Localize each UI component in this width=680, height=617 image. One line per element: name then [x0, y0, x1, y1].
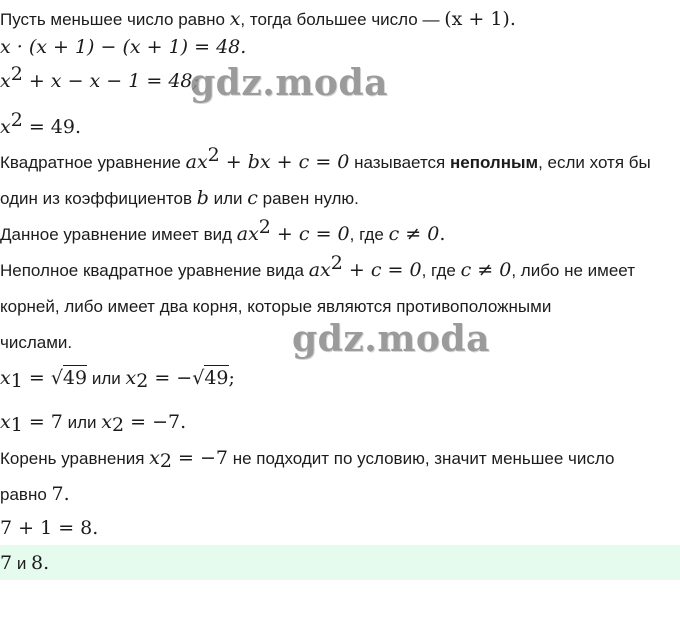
text-line: [0, 252, 635, 282]
exponent: 2: [207, 144, 220, 166]
statement-text: числами.: [0, 333, 73, 352]
statement-text: или: [87, 369, 126, 388]
answer-value: 7: [0, 552, 13, 574]
text-line: [0, 187, 359, 210]
equation: = −7.: [124, 411, 187, 433]
statement-text: , либо не имеет: [511, 261, 635, 280]
punct: .: [509, 8, 516, 30]
statement-text: , тогда большее число —: [240, 10, 445, 29]
equation-line: [0, 36, 246, 59]
statement-text: или: [62, 413, 102, 432]
math-var: x: [0, 367, 11, 389]
math-var: ax: [308, 259, 331, 281]
statement-text: и: [12, 554, 32, 573]
statement-line: [0, 8, 516, 31]
equation: x · (x + 1) − (x + 1) = 48.: [0, 36, 247, 58]
text-line: [0, 332, 72, 354]
equation: = 49.: [22, 116, 82, 138]
condition: c ≠ 0: [388, 223, 440, 245]
subscript: 2: [159, 450, 172, 472]
math-number: 7.: [51, 483, 70, 505]
subscript: 2: [111, 414, 125, 436]
exponent: 2: [258, 216, 271, 238]
sqrt-icon: √: [50, 367, 63, 389]
statement-text: Данное уравнение имеет вид: [0, 225, 237, 244]
statement-text: Корень уравнения: [0, 449, 150, 468]
subscript: 1: [10, 414, 23, 436]
text-line: [0, 144, 651, 174]
statement-text: называется: [349, 153, 450, 172]
math-var: ax: [236, 223, 259, 245]
statement-text: равно: [0, 485, 52, 504]
statement-text: , где: [349, 225, 389, 244]
equation-line: [0, 63, 199, 93]
equation: + x − x − 1 = 48;: [22, 70, 199, 92]
equation: =: [22, 367, 51, 389]
math-var: x: [0, 70, 11, 92]
equation: + c = 0: [270, 223, 350, 245]
text-line: [0, 216, 446, 246]
statement-text: один из коэффициентов: [0, 189, 197, 208]
statement-text: Квадратное уравнение: [0, 153, 186, 172]
equation: = −: [148, 367, 193, 389]
equation-line: [0, 367, 235, 390]
statement-text: корней, либо имеет два корня, которые являются противоположными: [0, 297, 552, 316]
statement-text: не подходит по условию, значит меньшее число: [227, 449, 615, 468]
subscript: 2: [136, 370, 149, 392]
radicand: 49: [204, 367, 229, 389]
statement-text: Неполное квадратное уравнение вида: [0, 261, 309, 280]
watermark-logo: gdz.moda: [292, 318, 490, 360]
exponent: 2: [10, 109, 23, 131]
subscript: 1: [10, 370, 23, 392]
math-var: x: [125, 367, 137, 389]
statement-text: равен нулю.: [257, 189, 359, 208]
answer-value: 8.: [31, 552, 50, 574]
equation-line: [0, 517, 98, 540]
math-var: x: [0, 116, 11, 138]
statement-text: или: [208, 189, 248, 208]
statement-text: Пусть меньшее число равно: [0, 10, 230, 29]
bold-term: неполным: [449, 153, 539, 172]
math-expr: (x + 1): [444, 8, 510, 30]
math-var: x: [149, 447, 160, 469]
radicand: 49: [62, 367, 88, 389]
punct: ;: [228, 367, 235, 389]
text-line: [0, 447, 614, 470]
math-var: ax: [185, 151, 208, 173]
equation: = 7: [22, 411, 63, 433]
equation: 7 + 1 = 8.: [0, 517, 99, 539]
answer-line: [0, 552, 49, 575]
sqrt-icon: √: [192, 367, 205, 389]
watermark-logo: gdz.moda: [190, 62, 388, 104]
math-var: x: [0, 411, 11, 433]
equation: + c = 0: [342, 259, 422, 281]
math-var: c: [247, 187, 258, 209]
exponent: 2: [10, 63, 23, 85]
math-var: x: [229, 8, 241, 30]
answer-highlight: [0, 545, 680, 580]
equation: = −7: [171, 447, 228, 469]
exponent: 2: [330, 252, 343, 274]
condition: c ≠ 0: [460, 259, 512, 281]
math-var: x: [101, 411, 112, 433]
text-line: [0, 483, 70, 506]
equation-line: [0, 411, 186, 434]
text-line: [0, 296, 551, 318]
math-var: b: [196, 187, 209, 209]
statement-text: , где: [421, 261, 461, 280]
punct: .: [439, 223, 446, 245]
statement-text: , если хотя бы: [538, 153, 651, 172]
equation: + bx + c = 0: [219, 151, 350, 173]
equation-line: [0, 109, 82, 139]
